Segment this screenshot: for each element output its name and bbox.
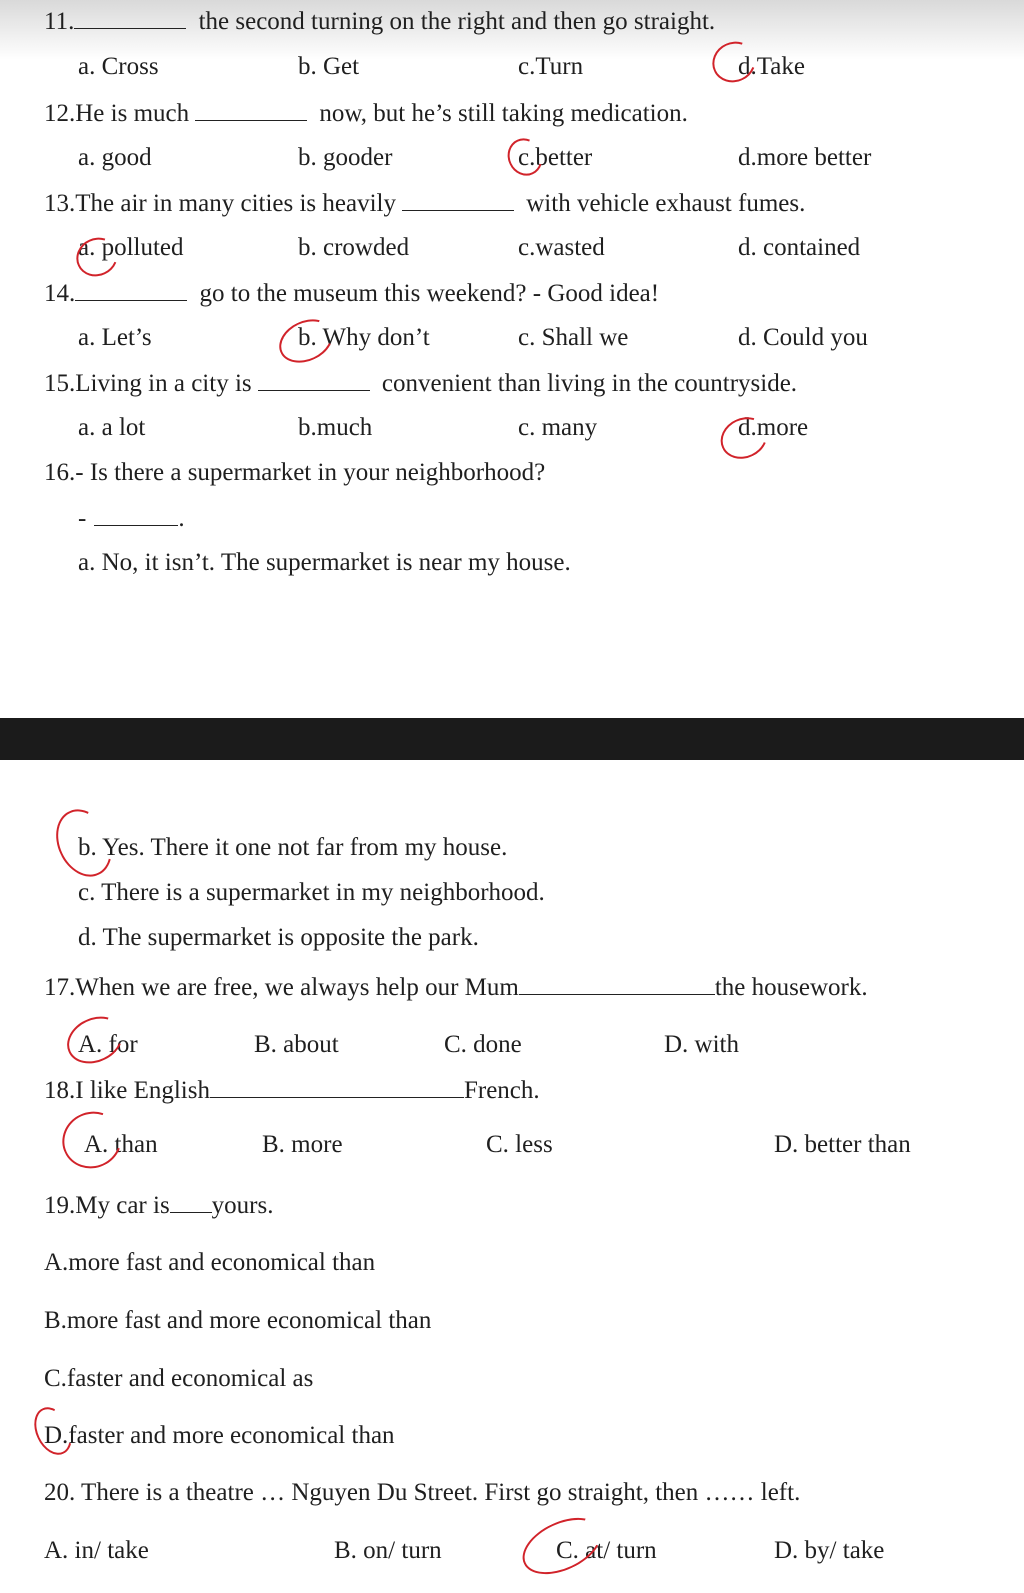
q11-option-a: a. Cross [78,53,159,80]
q18-option-d: D. better than [774,1131,911,1158]
answer-circle-q16 [46,800,123,885]
q16-answer-line: - . [78,505,185,532]
q18-option-a: A. than [84,1131,158,1158]
q14-option-b: b. Why don’t [298,324,430,351]
q12-option-a: a. good [78,144,152,171]
q15-option-a: a. a lot [78,414,146,441]
answer-blank [402,188,514,211]
answer-blank [258,368,370,391]
q13-option-a: a. polluted [78,234,184,261]
q16-option-a: a. No, it isn’t. The supermarket is near my house. [78,549,571,576]
q20-stem: 20. There is a theatre … Nguyen Du Street. First go straight, then …… left. [44,1479,801,1506]
q14-option-d: d. Could you [738,324,868,351]
q19-option-d: D.faster and more economical than [44,1422,395,1449]
q17-option-d: D. with [664,1031,739,1058]
answer-circle-q18 [53,1102,131,1178]
q19-stem: 19.My car is yours. [44,1192,274,1219]
q15-stem: 15.Living in a city is convenient than living in the countryside. [44,370,798,397]
q20-option-b: B. on/ turn [334,1537,442,1564]
q17-option-c: C. done [444,1031,522,1058]
q12-option-d: d.more better [738,144,872,171]
q16-stem: 16.- Is there a supermarket in your neighborhood? [44,459,546,486]
answer-blank [170,1190,212,1213]
q13-option-b: b. crowded [298,234,410,261]
page-separator-band [0,718,1024,760]
q13-stem: 13.The air in many cities is heavily with vehicle exhaust fumes. [44,190,806,217]
q18-stem: 18.I like English French. [44,1077,540,1104]
q11-option-c: c.Turn [518,53,584,80]
answer-circle-q14 [272,311,340,371]
q18-option-c: C. less [486,1131,553,1158]
q14-option-a: a. Let’s [78,324,152,351]
q16-option-b: b. Yes. There it one not far from my house. [78,834,508,861]
q17-option-b: B. about [254,1031,339,1058]
q20-option-a: A. in/ take [44,1537,149,1564]
q19-option-b: B.more fast and more economical than [44,1307,432,1334]
q17-stem: 17.When we are free, we always help our Mum the housework. [44,974,868,1001]
q17-option-a: A. for [78,1031,138,1058]
answer-circle-q12 [502,133,549,182]
answer-circle-q19 [27,1401,79,1461]
answer-blank [519,972,715,995]
answer-blank [94,503,178,526]
q20-option-c: C. at/ turn [556,1537,657,1564]
q12-stem: 12.He is much now, but he’s still taking medication. [44,100,688,127]
q15-option-d: d.more [738,414,809,441]
q13-option-d: d. contained [738,234,861,261]
q18-option-b: B. more [262,1131,343,1158]
q19-option-a: A.more fast and economical than [44,1249,376,1276]
q20-option-d: D. by/ take [774,1537,885,1564]
q13-option-c: c.wasted [518,234,605,261]
q19-option-c: C.faster and economical as [44,1365,314,1392]
q11-option-d: d.Take [738,53,805,80]
q12-option-c: c.better [518,144,593,171]
q14-stem: 14. go to the museum this weekend? - Good idea! [44,280,660,307]
answer-circle-q20 [514,1506,610,1585]
answer-blank [195,98,307,121]
answer-blank [75,278,187,301]
q15-option-c: c. many [518,414,598,441]
answer-circle-q17 [59,1008,130,1072]
answer-blank [210,1075,464,1098]
answer-blank [74,6,186,29]
q11-option-b: b. Get [298,53,360,80]
q16-option-d: d. The supermarket is opposite the park. [78,924,479,951]
q14-option-c: c. Shall we [518,324,629,351]
q15-option-b: b.much [298,414,373,441]
q16-option-c: c. There is a supermarket in my neighborhood. [78,879,545,906]
q11-stem: 11. the second turning on the right and then go straight. [44,8,716,35]
q12-option-b: b. gooder [298,144,393,171]
